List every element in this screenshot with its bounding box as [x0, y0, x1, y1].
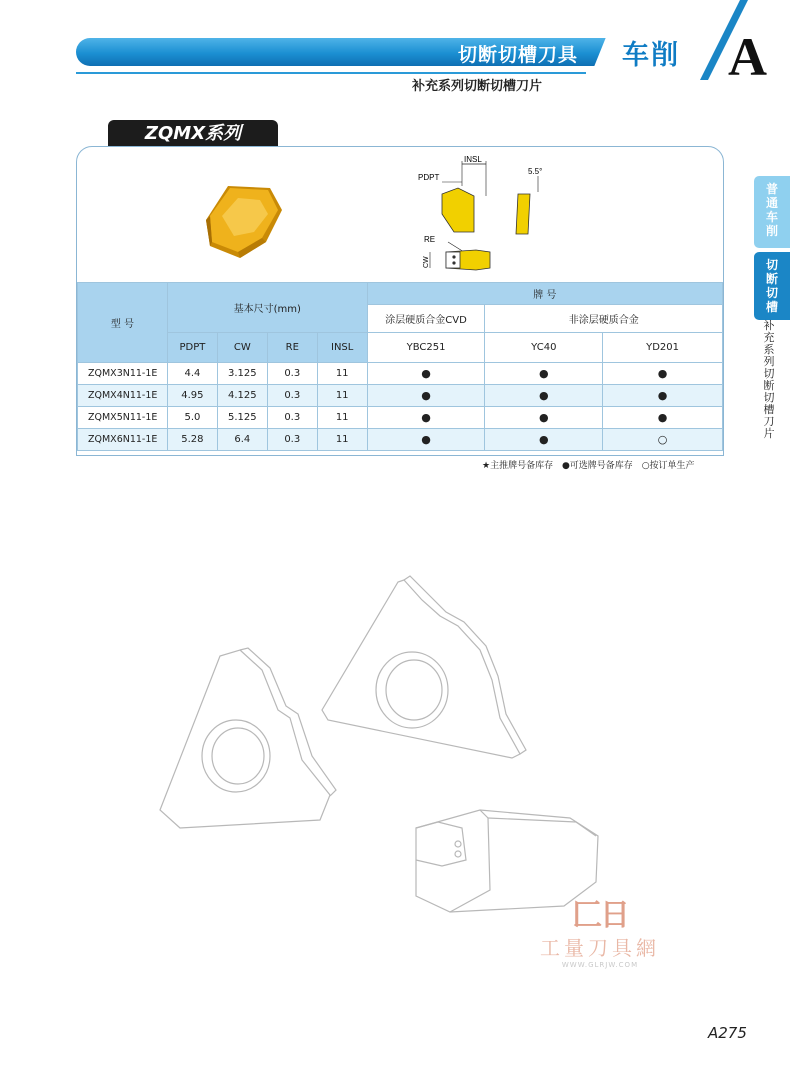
side-tab-char: 车 [765, 210, 778, 224]
side-tab-char: 切 [765, 258, 778, 272]
side-tab-char: 普 [765, 182, 778, 196]
cw-cell: 4.125 [217, 385, 267, 407]
model-cell: ZQMX3N11-1E [78, 363, 168, 385]
pdpt-cell: 4.4 [167, 363, 217, 385]
cw-cell: 3.125 [217, 363, 267, 385]
side-subtitle-char: 列 [763, 355, 775, 368]
model-header: 型 号 [78, 283, 168, 363]
col-cw: CW [217, 333, 267, 363]
table-row [78, 429, 723, 451]
model-cell: ZQMX6N11-1E [78, 429, 168, 451]
pdpt-cell: 5.0 [167, 407, 217, 429]
insl-cell: 11 [317, 385, 367, 407]
logo-mark: 匚日 [572, 898, 628, 933]
table-row [78, 407, 723, 429]
side-tab-parting-grooving[interactable] [754, 252, 790, 320]
insl-label: INSL [464, 156, 482, 164]
series-title: ZQMX系列 [108, 120, 278, 148]
re-cell: 0.3 [267, 429, 317, 451]
col-yd201: YD201 [603, 333, 723, 363]
cw-label: CW [423, 256, 430, 268]
cw-cell: 5.125 [217, 407, 267, 429]
side-subtitle-char: 系 [763, 343, 775, 356]
logo-url: WWW.GLRJW.COM [561, 961, 639, 969]
re-label: RE [424, 235, 436, 244]
spec-table [77, 282, 723, 451]
side-subtitle-char: 切 [763, 367, 775, 380]
page-number: A275 [708, 1024, 747, 1042]
ybc251-cell: ● [367, 385, 485, 407]
dims-header: 基本尺寸(mm) [167, 283, 367, 333]
yc40-cell: ● [485, 407, 603, 429]
pdpt-label: PDPT [418, 173, 440, 182]
insert-product-icon [196, 180, 284, 264]
re-cell: 0.3 [267, 407, 317, 429]
cw-cell: 6.4 [217, 429, 267, 451]
yd201-cell: ● [603, 407, 723, 429]
re-cell: 0.3 [267, 363, 317, 385]
table-row [78, 385, 723, 407]
yc40-cell: ● [485, 429, 603, 451]
side-subtitle-char: 片 [763, 427, 775, 440]
insl-cell: 11 [317, 407, 367, 429]
grade-header: 牌 号 [367, 283, 722, 305]
logo-name: 工量刀具網 [540, 936, 660, 960]
side-subtitle [762, 320, 776, 440]
angle-label: 5.5° [528, 167, 543, 176]
side-subtitle-char: 断 [763, 379, 775, 392]
uncoated-header: 非涂层硬质合金 [485, 305, 723, 333]
col-yc40: YC40 [485, 333, 603, 363]
yc40-cell: ● [485, 363, 603, 385]
insl-cell: 11 [317, 429, 367, 451]
col-insl: INSL [317, 333, 367, 363]
model-cell: ZQMX4N11-1E [78, 385, 168, 407]
yc40-cell: ● [485, 385, 603, 407]
yd201-cell: ● [603, 385, 723, 407]
side-subtitle-char: 补 [763, 319, 775, 332]
legend-order: ○按订单生产 [641, 461, 695, 471]
header-subtitle: 补充系列切断切槽刀片 [412, 79, 543, 94]
side-tab-char: 切 [765, 286, 778, 300]
pdpt-cell: 5.28 [167, 429, 217, 451]
col-ybc251: YBC251 [367, 333, 485, 363]
table-row [78, 363, 723, 385]
side-subtitle-char: 充 [763, 331, 775, 344]
side-tab-general-turning[interactable] [754, 176, 790, 248]
side-subtitle-char: 槽 [763, 403, 775, 416]
re-cell: 0.3 [267, 385, 317, 407]
header-section: 车削 [622, 40, 680, 71]
insl-cell: 11 [317, 363, 367, 385]
table-legend [482, 458, 701, 471]
yd201-cell: ● [603, 363, 723, 385]
header-category: 切断切槽刀具 [458, 44, 579, 66]
col-re: RE [267, 333, 317, 363]
legend-optional: ●可选牌号备库存 [561, 461, 633, 471]
yd201-cell: ○ [603, 429, 723, 451]
coated-header: 涂层硬质合金CVD [367, 305, 485, 333]
header-divider [76, 72, 586, 74]
model-cell: ZQMX5N11-1E [78, 407, 168, 429]
header-letter: A [728, 27, 767, 87]
pdpt-cell: 4.95 [167, 385, 217, 407]
side-tab-char: 断 [765, 272, 778, 286]
insert-dimension-diagram [414, 156, 554, 280]
legend-main: ★主推牌号备库存 [482, 461, 554, 471]
side-tab-char: 通 [765, 196, 778, 210]
ybc251-cell: ● [367, 407, 485, 429]
col-pdpt: PDPT [167, 333, 217, 363]
ybc251-cell: ● [367, 429, 485, 451]
side-tab-char: 削 [765, 224, 778, 238]
side-subtitle-char: 切 [763, 391, 775, 404]
watermark-logo [540, 890, 660, 969]
side-subtitle-char: 刀 [763, 415, 775, 428]
side-tab-char: 槽 [765, 300, 778, 314]
ybc251-cell: ● [367, 363, 485, 385]
